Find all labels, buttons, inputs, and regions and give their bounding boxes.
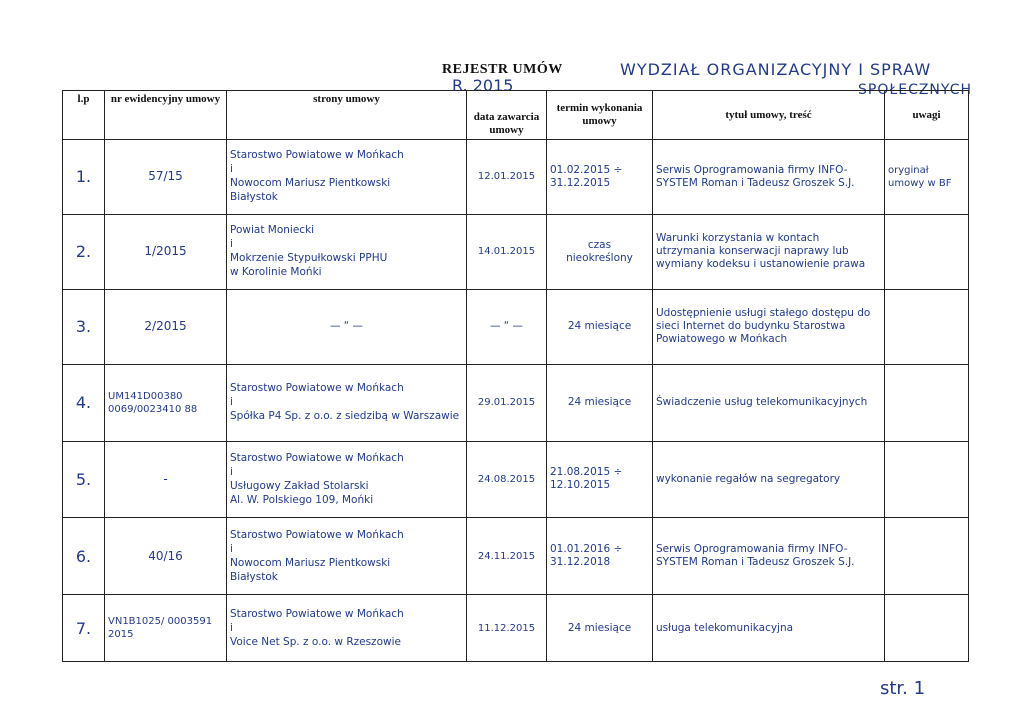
termin-start: 01.01.2016 ÷: [550, 543, 623, 556]
party-1: Starostwo Powiatowe w Mońkach: [230, 451, 404, 464]
termin-start: 24 miesiące: [567, 396, 632, 409]
row-nr: UM141D00380 0069/0023410 88: [105, 364, 227, 441]
row-nr: -: [105, 441, 227, 518]
register-title: REJESTR UMÓW: [442, 62, 563, 77]
termin-end: 31.12.2015: [550, 176, 611, 189]
page-number: str. 1: [880, 678, 926, 699]
row-uwagi: [885, 441, 969, 518]
department-name: WYDZIAŁ ORGANIZACYJNY I SPRAW: [620, 60, 932, 79]
column-header-strony: strony umowy: [227, 91, 467, 140]
row-strony: [227, 518, 467, 595]
row-nr: 2/2015: [105, 289, 227, 364]
row-uwagi: [885, 214, 969, 289]
party-2: Mokrzenie Stypułkowski PPHU: [230, 252, 388, 265]
table-row: [63, 289, 969, 364]
party-2-location: Al. W. Polskiego 109, Mońki: [230, 493, 374, 506]
party-1: Starostwo Powiatowe w Mońkach: [230, 382, 404, 395]
column-header-uwagi: uwagi: [885, 91, 969, 140]
row-data: — “ —: [467, 289, 547, 364]
row-strony: [227, 289, 467, 364]
party-2: Nowocom Mariusz Pientkowski: [230, 177, 391, 190]
party-2-location: Białystok: [230, 191, 278, 204]
row-tytul: wykonanie regałów na segregatory: [653, 441, 885, 518]
table-row: [63, 441, 969, 518]
party-1: — “ —: [329, 320, 364, 333]
party-2: Usługowy Zakład Stolarski: [230, 479, 369, 492]
termin-start: 21.08.2015 ÷: [550, 466, 623, 479]
row-tytul: Serwis Oprogramowania firmy INFO-SYSTEM Roman i Tadeusz Groszek S.J.: [653, 518, 885, 595]
row-lp: 2.: [63, 214, 105, 289]
table-row: [63, 595, 969, 662]
row-uwagi: oryginał umowy w BF: [885, 140, 969, 215]
row-uwagi: [885, 364, 969, 441]
row-uwagi: [885, 289, 969, 364]
row-strony: [227, 214, 467, 289]
department-name-continued: SPOŁECZNYCH: [858, 82, 972, 98]
row-lp: 3.: [63, 289, 105, 364]
row-termin: [547, 518, 653, 595]
contracts-register-table: [62, 90, 969, 662]
party-connector: i: [230, 465, 233, 478]
row-data: 24.08.2015: [467, 441, 547, 518]
termin-start: 24 miesiące: [567, 320, 632, 333]
row-termin: [547, 140, 653, 215]
row-data: 14.01.2015: [467, 214, 547, 289]
row-termin: [547, 214, 653, 289]
party-connector: i: [230, 542, 233, 555]
termin-end: nieokreślony: [566, 251, 633, 264]
row-termin: [547, 595, 653, 662]
party-connector: i: [230, 163, 233, 176]
party-connector: i: [230, 621, 233, 634]
column-header-lp: l.p: [63, 91, 105, 140]
row-termin: [547, 289, 653, 364]
row-lp: 1.: [63, 140, 105, 215]
party-2-location: Białystok: [230, 570, 278, 583]
register-year: R. 2015: [452, 76, 514, 95]
row-data: 24.11.2015: [467, 518, 547, 595]
column-header-nr: nr ewidencyjny umowy: [105, 91, 227, 140]
table-header-row: [63, 91, 969, 140]
row-data: 29.01.2015: [467, 364, 547, 441]
row-tytul: Serwis Oprogramowania firmy INFO-SYSTEM Roman i Tadeusz Groszek S.J.: [653, 140, 885, 215]
termin-start: 24 miesiące: [567, 621, 632, 634]
row-tytul: Udostępnienie usługi stałego dostępu do sieci Internet do budynku Starostwa Powiatowego w Mońkach: [653, 289, 885, 364]
party-connector: i: [230, 396, 233, 409]
row-tytul: usługa telekomunikacyjna: [653, 595, 885, 662]
party-1: Powiat Moniecki: [230, 224, 315, 237]
column-header-tytul: tytuł umowy, treść: [653, 91, 885, 140]
row-data: 12.01.2015: [467, 140, 547, 215]
row-strony: [227, 364, 467, 441]
termin-end: 31.12.2018: [550, 556, 611, 569]
row-termin: [547, 441, 653, 518]
termin-start: 01.02.2015 ÷: [550, 163, 623, 176]
table-row: [63, 140, 969, 215]
termin-start: czas: [587, 238, 612, 251]
row-lp: 6.: [63, 518, 105, 595]
row-lp: 4.: [63, 364, 105, 441]
party-2-location: w Korolinie Mońki: [230, 266, 322, 279]
table-row: [63, 364, 969, 441]
party-2: Nowocom Mariusz Pientkowski: [230, 556, 391, 569]
row-data: 11.12.2015: [467, 595, 547, 662]
table-row: [63, 518, 969, 595]
column-header-termin: termin wykonania umowy: [547, 91, 653, 140]
party-1: Starostwo Powiatowe w Mońkach: [230, 149, 404, 162]
row-strony: [227, 441, 467, 518]
row-nr: 57/15: [105, 140, 227, 215]
row-lp: 7.: [63, 595, 105, 662]
row-nr: 40/16: [105, 518, 227, 595]
party-connector: i: [230, 238, 233, 251]
party-2: Voice Net Sp. z o.o. w Rzeszowie: [230, 635, 401, 648]
row-uwagi: [885, 518, 969, 595]
row-uwagi: [885, 595, 969, 662]
table-row: [63, 214, 969, 289]
party-1: Starostwo Powiatowe w Mońkach: [230, 528, 404, 541]
row-tytul: Warunki korzystania w kontach utrzymania konserwacji naprawy lub wymiany kodeksu i ustanowienie prawa: [653, 214, 885, 289]
termin-end: 12.10.2015: [550, 479, 611, 492]
row-nr: 1/2015: [105, 214, 227, 289]
row-termin: [547, 364, 653, 441]
row-strony: [227, 140, 467, 215]
row-strony: [227, 595, 467, 662]
column-header-data: data zawarcia umowy: [467, 91, 547, 140]
party-1: Starostwo Powiatowe w Mońkach: [230, 607, 404, 620]
row-nr: VN1B1025/ 0003591 2015: [105, 595, 227, 662]
row-tytul: Świadczenie usług telekomunikacyjnych: [653, 364, 885, 441]
row-lp: 5.: [63, 441, 105, 518]
party-2: Spółka P4 Sp. z o.o. z siedzibą w Warszawie: [230, 410, 460, 423]
